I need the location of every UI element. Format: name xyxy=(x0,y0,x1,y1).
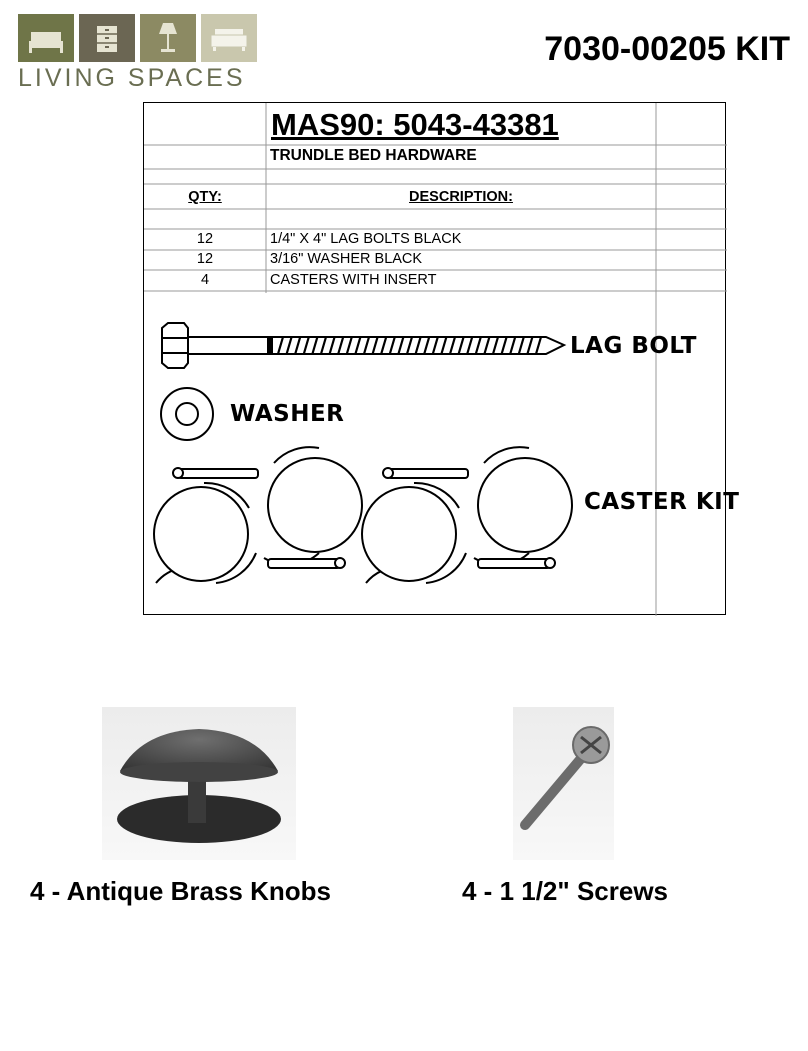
bolt-thread xyxy=(304,337,309,354)
bolt-thread xyxy=(441,337,446,354)
washer-icon xyxy=(161,388,213,440)
bolt-thread xyxy=(416,337,421,354)
row-qty: 4 xyxy=(200,272,210,288)
bolt-thread xyxy=(459,337,464,354)
bolt-thread xyxy=(330,337,335,354)
washer-callout: WASHER xyxy=(230,401,345,427)
bolt-thread xyxy=(321,337,326,354)
caster-kit-callout: CASTER KIT xyxy=(584,489,740,515)
bolt-thread xyxy=(493,337,498,354)
hardware-drawing xyxy=(144,103,727,616)
bolt-thread xyxy=(519,337,524,354)
bolt-thread xyxy=(527,337,532,354)
sofa-icon xyxy=(201,14,257,62)
hardware-sheet xyxy=(143,102,740,615)
sheet-subtitle: TRUNDLE BED HARDWARE xyxy=(270,147,477,164)
bolt-thread xyxy=(287,337,292,354)
bolt-thread xyxy=(450,337,455,354)
kit-title: 7030-00205 KIT xyxy=(544,30,790,68)
bolt-thread xyxy=(390,337,395,354)
dresser-icon xyxy=(79,14,135,62)
row-qty: 12 xyxy=(196,251,214,267)
bolt-thread xyxy=(373,337,378,354)
bolt-thread xyxy=(484,337,489,354)
bolt-thread xyxy=(381,337,386,354)
bolt-thread xyxy=(536,337,541,354)
bed-icon xyxy=(18,14,74,62)
bolt-thread xyxy=(278,337,283,354)
description-header: DESCRIPTION: xyxy=(409,189,513,205)
screws-caption: 4 - 1 1/2" Screws xyxy=(462,876,669,906)
bolt-thread xyxy=(398,337,403,354)
bolt-thread xyxy=(476,337,481,354)
lag-bolt-callout: LAG BOLT xyxy=(570,333,697,359)
bolt-thread xyxy=(347,337,352,354)
row-description: 1/4" X 4" LAG BOLTS BLACK xyxy=(270,231,462,247)
lamp-icon xyxy=(140,14,196,62)
bolt-thread xyxy=(424,337,429,354)
part-number: MAS90: 5043-43381 xyxy=(271,107,559,142)
bolt-thread xyxy=(295,337,300,354)
bolt-thread xyxy=(467,337,472,354)
living-spaces-logo xyxy=(18,14,258,92)
qty-header: QTY: xyxy=(188,189,222,205)
bolt-thread xyxy=(433,337,438,354)
bolt-thread xyxy=(364,337,369,354)
row-description: CASTERS WITH INSERT xyxy=(270,272,437,288)
bolt-thread xyxy=(510,337,515,354)
bolt-thread xyxy=(312,337,317,354)
bolt-thread xyxy=(502,337,507,354)
knobs-caption: 4 - Antique Brass Knobs xyxy=(30,876,331,906)
logo-tiles xyxy=(18,14,258,62)
bolt-thread xyxy=(355,337,360,354)
row-description: 3/16" WASHER BLACK xyxy=(270,251,423,267)
bolt-thread xyxy=(338,337,343,354)
logo-wordmark: LIVING SPACES xyxy=(18,64,246,92)
knob-icon xyxy=(102,707,296,860)
bolt-thread xyxy=(407,337,412,354)
row-qty: 12 xyxy=(196,231,214,247)
caster-icon xyxy=(154,447,572,583)
screw-icon xyxy=(513,707,614,860)
